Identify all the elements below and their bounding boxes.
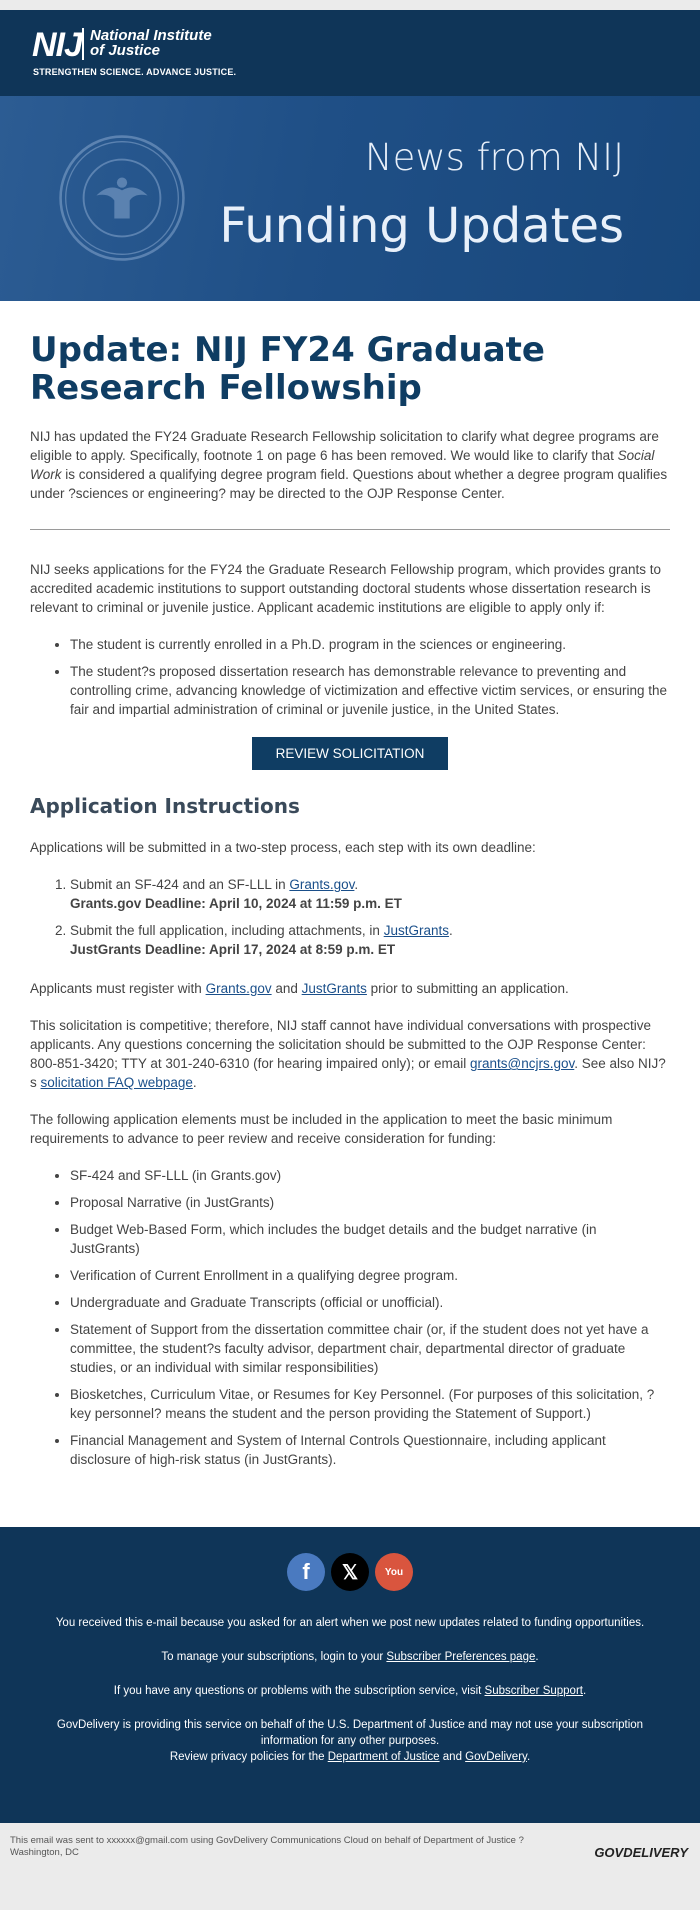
nij-logo[interactable]: NIJ bbox=[32, 26, 82, 64]
youtube-icon[interactable]: You bbox=[375, 1553, 413, 1591]
steps-list bbox=[30, 875, 670, 959]
intro-italic: Social Work bbox=[30, 448, 655, 482]
logo-title-line2: of Justice bbox=[90, 42, 161, 59]
elements-list bbox=[30, 1166, 670, 1469]
email-page bbox=[0, 10, 700, 1883]
bottom-bar bbox=[0, 1823, 700, 1883]
list-item: • Statement of Support from the dissertation committee chair (or, if the student does not yet have a committee, the student?s faculty advisor, department chair, departmental director of graduate studies, or an individual with similar responsibilities) bbox=[70, 1320, 670, 1377]
register-paragraph: Applicants must register with Grants.gov and JustGrants prior to submitting an application. bbox=[30, 981, 569, 996]
seek-paragraph: NIJ seeks applications for the FY24 the Graduate Research Fellowship program, which provides grants to accredited academic institutions to support outstanding doctoral students whose dissertation research is relevant to criminal or juvenile justice. Applicant academic institutions are eligible to apply only if: bbox=[30, 562, 662, 615]
register-grants-gov-link[interactable]: Grants.gov bbox=[205, 981, 272, 996]
elements-intro: The following application elements must be included in the application to meet the basic minimum requirements to advance to peer review and receive consideration for funding: bbox=[30, 1112, 613, 1146]
list-item: • Budget Web-Based Form, which includes the budget details and the budget narrative (in JustGrants) bbox=[70, 1220, 670, 1258]
logo-tagline: STRENGTHEN SCIENCE. ADVANCE JUSTICE. bbox=[33, 67, 237, 77]
doj-seal-icon bbox=[58, 134, 186, 262]
list-item: • Proposal Narrative (in JustGrants) bbox=[70, 1193, 670, 1212]
support-text: If you have any questions or problems with the subscription service, visit Subscriber Support. bbox=[113, 1685, 587, 1697]
step-2: 2. Submit the full application, including attachments, in JustGrants. JustGrants Deadline: April 17, 2024 at 8:59 p.m. ET bbox=[70, 921, 670, 959]
grants-gov-link[interactable]: Grants.gov bbox=[289, 877, 355, 892]
register-justgrants-link[interactable]: JustGrants bbox=[301, 981, 367, 996]
grants-gov-deadline: Grants.gov Deadline: April 10, 2024 at 11:59 p.m. ET bbox=[70, 896, 402, 911]
page-title: Update: NIJ FY24 Graduate Research Fellowship bbox=[30, 330, 545, 408]
list-item: • Biosketches, Curriculum Vitae, or Resumes for Key Personnel. (For purposes of this solicitation, ?key personnel? means the student and the person providing the Statement of Support.) bbox=[70, 1385, 670, 1423]
list-item: • The student?s proposed dissertation research has demonstrable relevance to preventing and controlling crime, advancing knowledge of victimization and effective victim services, or ensuring the fair and impartial administration of criminal or juvenile justice, in the United States. bbox=[70, 662, 670, 719]
alert-text: You received this e-mail because you asked for an alert when we post new updates related to funding opportunities. bbox=[55, 1617, 645, 1629]
logo-separator bbox=[82, 28, 84, 60]
list-item: • Verification of Current Enrollment in a qualifying degree program. bbox=[70, 1266, 670, 1285]
email-link[interactable]: grants@ncjrs.gov bbox=[470, 1056, 575, 1071]
banner-line-2: Funding Updates bbox=[219, 198, 624, 254]
logo-title bbox=[90, 28, 212, 58]
subscriber-support-link[interactable]: Subscriber Support bbox=[484, 1685, 583, 1697]
justgrants-link[interactable]: JustGrants bbox=[383, 923, 449, 938]
footer bbox=[0, 1527, 700, 1823]
manage-text: To manage your subscriptions, login to your Subscriber Preferences page. bbox=[161, 1651, 539, 1663]
govdelivery-privacy-link[interactable]: GovDelivery bbox=[465, 1751, 527, 1763]
govdelivery-text: GovDelivery is providing this service on behalf of the U.S. Department of Justice and may not use your subscription information for any other purposes. Review privacy policies for the Department of Justice and GovDelivery. bbox=[56, 1719, 644, 1763]
review-solicitation-button[interactable]: REVIEW SOLICITATION bbox=[252, 737, 449, 770]
govdelivery-logo[interactable]: GOVDELIVERY bbox=[594, 1845, 688, 1860]
logo-bar bbox=[0, 10, 700, 96]
competitive-paragraph: This solicitation is competitive; therefore, NIJ staff cannot have individual conversations with prospective applicants. Any questions concerning the solicitation should be submitted to the OJP Response Center: 800-851-3420; TTY at 301-240-6310 (for hearing impaired only); or email grants@ncjrs.gov. See also NIJ?s solicitation FAQ webpage. bbox=[30, 1018, 666, 1090]
social-links bbox=[30, 1553, 670, 1591]
intro-paragraph: NIJ has updated the FY24 Graduate Research Fellowship solicitation to clarify what degree programs are eligible to apply. Specifically, footnote 1 on page 6 has been removed. We would like to clarify that Social Work is considered a qualifying degree program field. Questions about whether a degree program qualifies under ?sciences or engineering? may be directed to the OJP Response Center. bbox=[30, 429, 668, 501]
facebook-icon[interactable]: f bbox=[287, 1553, 325, 1591]
logo-title-line1: National Institute bbox=[90, 27, 212, 44]
faq-link[interactable]: solicitation FAQ webpage bbox=[40, 1075, 193, 1090]
step-1: 1. Submit an SF-424 and an SF-LLL in Grants.gov. Grants.gov Deadline: April 10, 2024 at 11:59 p.m. ET bbox=[70, 875, 670, 913]
header-banner bbox=[0, 96, 700, 301]
list-item: • Undergraduate and Graduate Transcripts (official or unofficial). bbox=[70, 1293, 670, 1312]
subscriber-preferences-link[interactable]: Subscriber Preferences page bbox=[386, 1651, 536, 1663]
banner-line-1: News from NIJ bbox=[364, 136, 624, 179]
main-content bbox=[0, 301, 700, 1527]
button-wrapper bbox=[30, 737, 670, 770]
justgrants-deadline: JustGrants Deadline: April 17, 2024 at 8:59 p.m. ET bbox=[70, 942, 396, 957]
x-icon[interactable]: 𝕏 bbox=[331, 1553, 369, 1591]
divider bbox=[30, 529, 670, 530]
list-item: • Financial Management and System of Internal Controls Questionnaire, including applicant disclosure of high-risk status (in JustGrants). bbox=[70, 1431, 670, 1469]
sent-to-text: This email was sent to xxxxxx@gmail.com using GovDelivery Communications Cloud on behalf of Department of Justice ? Washington, DC bbox=[10, 1835, 524, 1858]
doj-privacy-link[interactable]: Department of Justice bbox=[327, 1751, 440, 1763]
two-step-paragraph: Applications will be submitted in a two-step process, each step with its own deadline: bbox=[30, 840, 536, 855]
list-item: • The student is currently enrolled in a Ph.D. program in the sciences or engineering. bbox=[70, 635, 670, 654]
eligibility-list bbox=[30, 635, 670, 719]
instructions-heading: Application Instructions bbox=[30, 794, 300, 818]
list-item: • SF-424 and SF-LLL (in Grants.gov) bbox=[70, 1166, 670, 1185]
